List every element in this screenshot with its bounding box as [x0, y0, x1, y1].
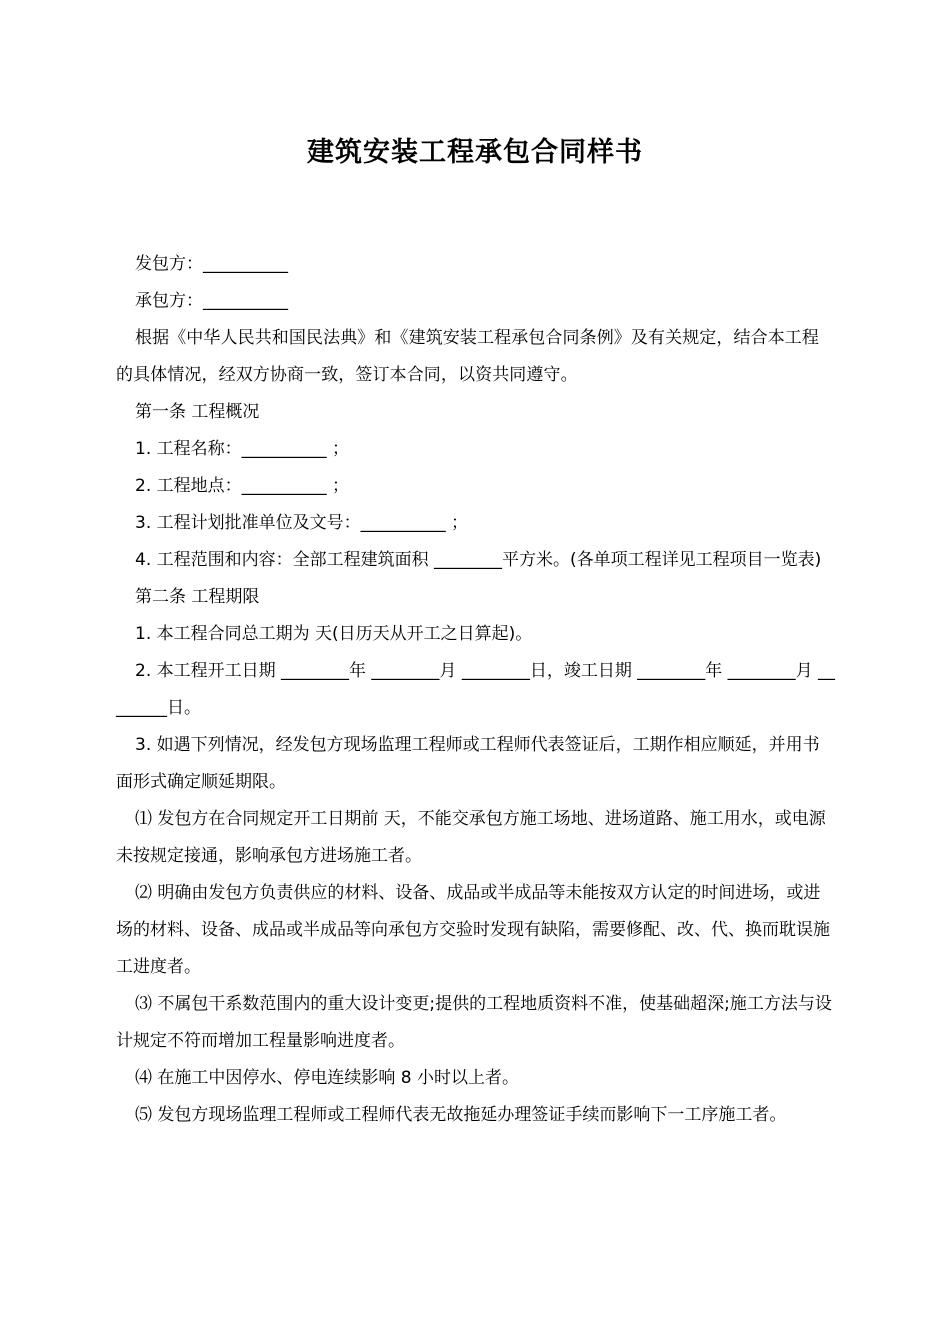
condition-5: ⑸ 发包方现场监理工程师或工程师代表无故拖延办理签证手续而影响下一工序施工者。	[135, 1105, 787, 1125]
condition-4: ⑷ 在施工中因停水、停电连续影响 8 小时以上者。	[135, 1068, 520, 1088]
article-2-item-3: 3. 如遇下列情况，经发包方现场监理工程师或工程师代表签证后，工期作相应顺延，并用书面形式确定顺延期限。	[116, 735, 820, 792]
condition-3: ⑶ 不属包干系数范围内的重大设计变更;提供的工程地质资料不准，使基础超深;施工方法与设计规定不符而增加工程量影响进度者。	[116, 994, 832, 1051]
condition-2: ⑵ 明确由发包方负责供应的材料、设备、成品或半成品等未能按双方认定的时间进场，或进场的材料、设备、成品或半成品等向承包方交验时发现有缺陷，需要修配、改、代、换而耽误施工进度者。	[116, 883, 830, 977]
article-2-heading: 第二条 工程期限	[135, 587, 260, 607]
article-2-item-2: 2. 本工程开工日期 ________年 ________月 ________日，竣工日期 ________年 ________月 ________日。	[116, 661, 836, 718]
condition-1: ⑴ 发包方在合同规定开工日期前 天，不能交承包方施工场地、进场道路、施工用水，或电源未按规定接通，影响承包方进场施工者。	[116, 809, 826, 866]
article-2-item-1: 1. 本工程合同总工期为 天(日历天从开工之日算起)。	[135, 624, 533, 644]
article-1-item-2: 2. 工程地点：__________ ；	[135, 476, 350, 496]
paragraph-employer: 发包方：__________	[135, 254, 288, 274]
article-1-item-4: 4. 工程范围和内容：全部工程建筑面积 ________平方米。(各单项工程详见工程项目一览表)	[135, 550, 822, 570]
document-body	[116, 246, 836, 1134]
paragraph-contractor: 承包方：__________	[135, 291, 288, 311]
article-1-heading: 第一条 工程概况	[135, 402, 260, 422]
article-1-item-3: 3. 工程计划批准单位及文号：__________ ；	[135, 513, 469, 533]
document-title: 建筑安装工程承包合同样书	[307, 137, 643, 168]
article-1-item-1: 1. 工程名称：__________ ；	[135, 439, 350, 459]
paragraph-preamble: 根据《中华人民共和国民法典》和《建筑安装工程承包合同条例》及有关规定，结合本工程的具体情况，经双方协商一致，签订本合同，以资共同遵守。	[116, 328, 819, 385]
